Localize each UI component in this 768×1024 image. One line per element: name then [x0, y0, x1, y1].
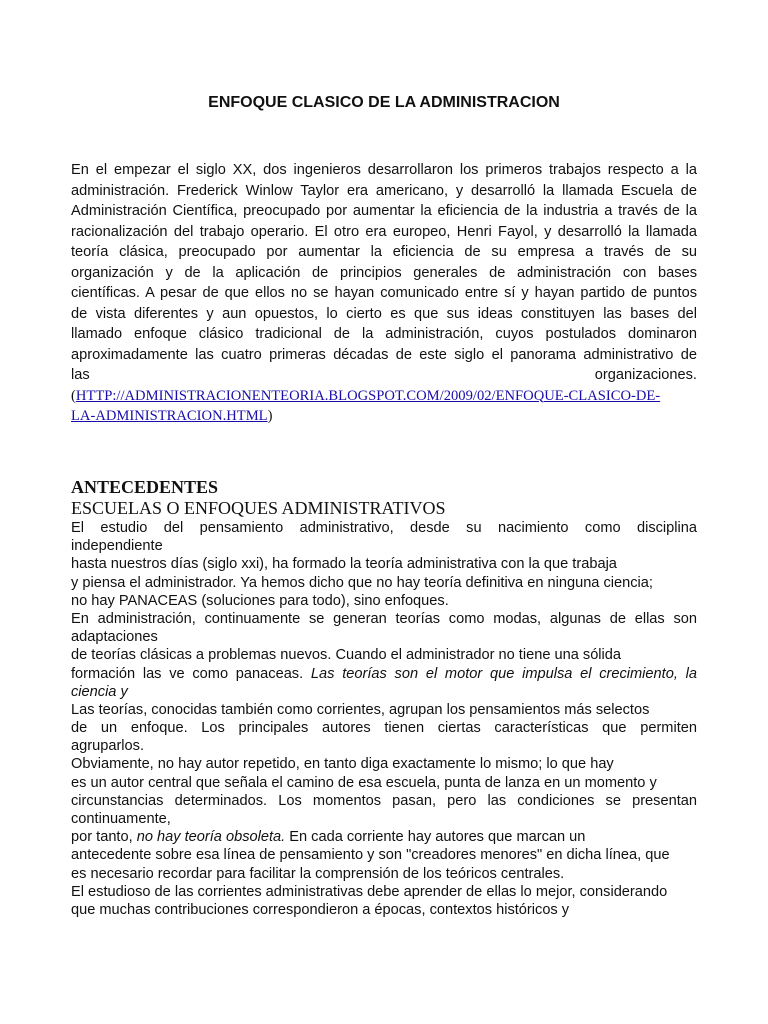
- body-line: El estudio del pensamiento administrativo, desde su nacimiento como disciplina: [71, 520, 697, 536]
- body-line-part: por tanto,: [71, 829, 133, 846]
- body-line: [71, 828, 697, 846]
- intro-line: Administración Científica, preocupado por aumentar la eficiencia de la industria a través de la: [71, 203, 697, 219]
- intro-line: científicas. A pesar de que ellos no se hayan comunicado entre sí y hayan partido de puntos: [71, 285, 697, 301]
- body-line-part: En cada corriente hay autores que marcan un: [289, 829, 586, 846]
- source-link-line: [71, 386, 697, 407]
- body-line-part: formación las ve como panaceas.: [71, 665, 304, 682]
- document-title: ENFOQUE CLASICO DE LA ADMINISTRACION: [208, 94, 560, 111]
- intro-last-right: organizaciones.: [594, 367, 697, 383]
- heading-escuelas: ESCUELAS O ENFOQUES ADMINISTRATIVOS: [71, 498, 446, 518]
- source-link[interactable]: HTTP://ADMINISTRACIONENTEORIA.BLOGSPOT.COM/2009/02/ENFOQUE-CLASICO-DE-: [75, 387, 661, 404]
- body-text: [71, 519, 697, 919]
- intro-line: organización y de la aplicación de principios generales de administración con bases: [71, 264, 697, 281]
- intro-line: de vista diferentes y aun opuestos, lo cierto es que sus ideas constituyen las bases del: [71, 305, 697, 322]
- body-line: [71, 665, 697, 683]
- intro-paragraph: [71, 160, 697, 427]
- body-line: no hay PANACEAS (soluciones para todo), sino enfoques.: [71, 592, 449, 609]
- body-line-italic: ciencia y: [71, 683, 128, 700]
- link-open-paren: (: [71, 387, 76, 404]
- body-line: Obviamente, no hay autor repetido, en tanto diga exactamente lo mismo; lo que hay: [71, 756, 614, 773]
- body-line: Las teorías, conocidas también como corrientes, agrupan los pensamientos más selectos: [71, 701, 650, 718]
- intro-last-left: las: [71, 367, 90, 383]
- body-line: agruparlos.: [71, 738, 145, 755]
- source-link-line-2: [71, 406, 697, 427]
- body-line-italic: Las teorías son el motor que impulsa el crecimiento, la: [310, 665, 697, 682]
- link-close-paren: ): [267, 408, 273, 424]
- heading-antecedentes: ANTECEDENTES: [71, 477, 219, 497]
- body-line: circunstancias determinados. Los momentos pasan, pero las condiciones se presentan: [71, 792, 697, 809]
- body-line: que muchas contribuciones correspondieron a épocas, contextos históricos y: [71, 901, 570, 918]
- body-line: y piensa el administrador. Ya hemos dicho que no hay teoría definitiva en ninguna ciencia;: [71, 574, 653, 591]
- intro-line: administración. Frederick Winlow Taylor era americano, y desarrolló la llamada Escuela de: [71, 182, 697, 199]
- body-line: es necesario recordar para facilitar la comprensión de los teóricos centrales.: [71, 865, 565, 882]
- body-line: El estudioso de las corrientes administrativas debe aprender de ellas lo mejor, considerando: [71, 883, 668, 900]
- body-line: es un autor central que señala el camino de esa escuela, punta de lanza en un momento y: [71, 774, 657, 791]
- intro-line: racionalización del trabajo operario. El otro era europeo, Henri Fayol, y desarrolló la llamada: [71, 223, 697, 240]
- intro-last-line: [71, 365, 697, 386]
- intro-line: llamado enfoque clásico tradicional de la administración, cuyos postulados dominaron: [71, 326, 697, 342]
- intro-line: En el empezar el siglo XX, dos ingenieros desarrollaron los primeros trabajos respecto a la: [71, 162, 697, 178]
- source-link-continued[interactable]: LA-ADMINISTRACION.HTML: [71, 408, 268, 424]
- body-line: En administración, continuamente se generan teorías como modas, algunas de ellas son: [71, 610, 697, 627]
- body-line: adaptaciones: [71, 629, 158, 646]
- body-line: continuamente,: [71, 811, 171, 827]
- intro-line: aproximadamente las cuatro primeras décadas de este siglo el panorama administrativo de: [71, 346, 697, 363]
- intro-line: teoría clásica, preocupado por aumentar la eficiencia de su empresa a través de su: [71, 244, 697, 260]
- body-line: antecedente sobre esa línea de pensamiento y son "creadores menores" en dicha línea, que: [71, 847, 670, 864]
- body-line: de un enfoque. Los principales autores tienen ciertas características que permiten: [71, 720, 697, 737]
- body-line: hasta nuestros días (siglo xxi), ha formado la teoría administrativa con la que trabaja: [71, 556, 617, 573]
- body-line-italic: no hay teoría obsoleta.: [136, 829, 286, 846]
- body-line: independiente: [71, 538, 163, 555]
- body-line: de teorías clásicas a problemas nuevos. Cuando el administrador no tiene una sólida: [71, 647, 622, 664]
